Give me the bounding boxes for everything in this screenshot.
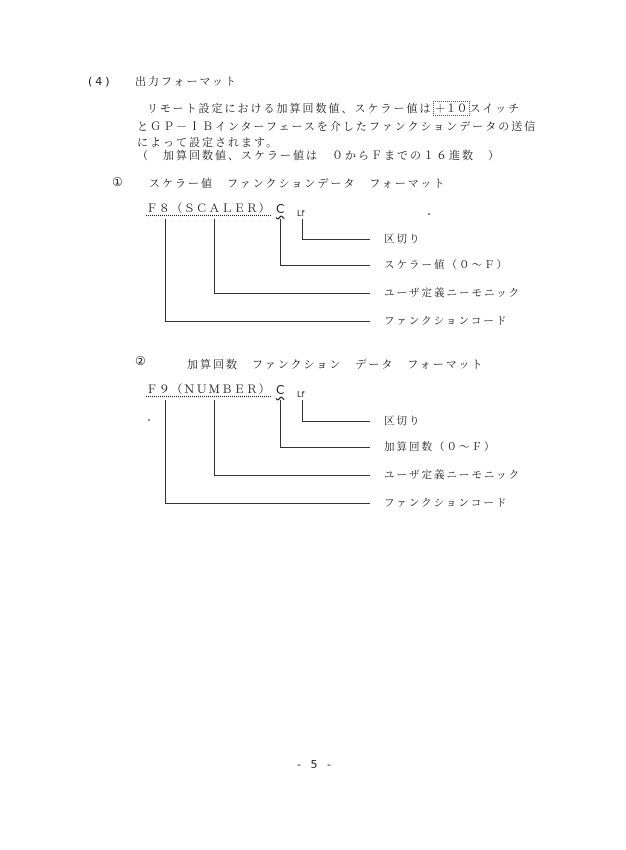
label-function-code: ファンクションコード	[384, 497, 509, 509]
item-heading: スケラー値 ファンクションデータ フォーマット	[149, 177, 447, 190]
connector-line	[214, 475, 370, 476]
paragraph-line-4: （ 加算回数値、スケラー値は ０からＦまでの１６進数 ）	[137, 149, 501, 162]
connector-line	[280, 219, 281, 265]
connector-line	[280, 265, 370, 266]
label-mnemonic: ユーザ定義ニーモニック	[384, 287, 522, 299]
section-title: 出力フォーマット	[135, 75, 239, 88]
delimiter-symbol: Lf	[297, 209, 305, 218]
switch-value-box: ＋１０	[434, 102, 468, 115]
section-number: (4)	[88, 75, 113, 88]
connector-line	[280, 447, 370, 448]
paragraph-line-3: によって設定されます。	[137, 136, 280, 149]
paragraph-line-1	[147, 103, 521, 114]
label-delimiter: 区切り	[384, 233, 422, 245]
scan-speck	[148, 419, 150, 421]
item-heading: 加算回数 ファンクション データ フォーマット	[187, 358, 485, 371]
connector-line	[214, 400, 215, 475]
connector-line	[302, 219, 303, 239]
connector-line	[302, 421, 370, 422]
code-symbol: C	[276, 202, 285, 216]
label-value: スケラー値（０～Ｆ）	[384, 259, 509, 271]
label-value: 加算回数（０～Ｆ）	[384, 441, 497, 453]
format-code: Ｆ８（ＳＣＡＬＥＲ）	[146, 201, 271, 215]
code-symbol: C	[276, 383, 285, 397]
page-number: - 5 -	[297, 758, 334, 771]
connector-line	[302, 239, 370, 240]
item-marker: ②	[135, 354, 146, 368]
scan-speck	[428, 213, 430, 215]
connector-line	[214, 219, 215, 293]
connector-line	[165, 321, 370, 322]
paragraph-line-1-end: スイッチ	[469, 102, 522, 115]
paragraph-line-1-start: リモート設定における加算回数値、スケラー値は	[147, 102, 433, 115]
connector-line	[214, 293, 370, 294]
delimiter-symbol: Lf	[297, 390, 305, 399]
label-mnemonic: ユーザ定義ニーモニック	[384, 469, 522, 481]
item-marker: ①	[112, 175, 123, 189]
connector-line	[165, 219, 166, 321]
connector-line	[302, 400, 303, 421]
label-function-code: ファンクションコード	[384, 315, 509, 327]
label-delimiter: 区切り	[384, 415, 422, 427]
connector-line	[280, 400, 281, 447]
connector-line	[165, 503, 370, 504]
paragraph-line-2: とＧＰ－ＩＢインターフェースを介したファンクションデータの送信	[137, 120, 538, 133]
connector-line	[165, 400, 166, 503]
format-code: Ｆ９（ＮＵＭＢＥＲ）	[146, 382, 271, 396]
